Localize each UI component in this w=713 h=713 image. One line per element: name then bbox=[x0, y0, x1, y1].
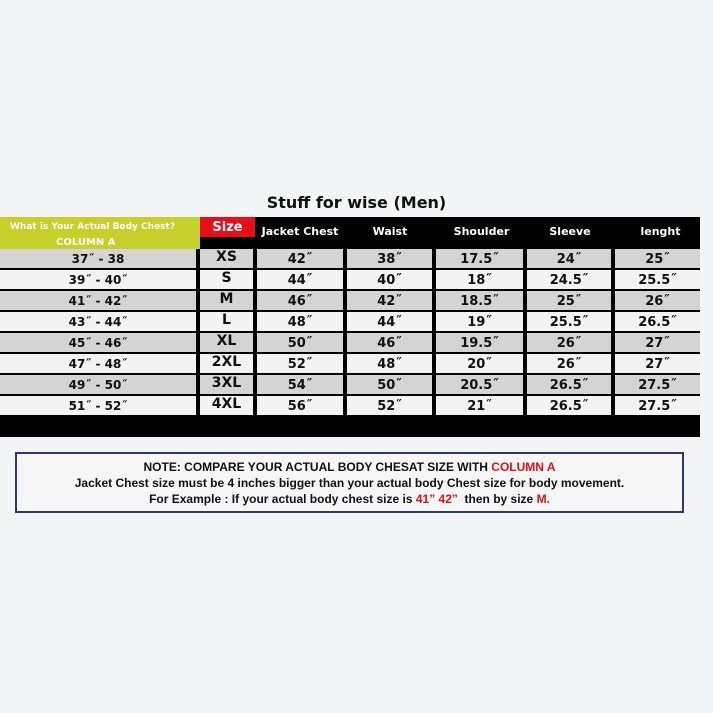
waist-cell: 48˝ bbox=[347, 354, 432, 373]
length-cell: 27˝ bbox=[615, 333, 700, 352]
waist-header: Waist bbox=[372, 225, 408, 238]
shoulder-cell: 20.5˝ bbox=[436, 375, 523, 394]
length-header: lenght bbox=[640, 225, 681, 238]
chest-cell: 39˝ - 40˝ bbox=[0, 270, 196, 289]
sleeve-cell: 25.5˝ bbox=[527, 312, 611, 331]
chart-title: Stuff for wise (Men) bbox=[266, 193, 447, 212]
chest-cell: 47˝ - 48˝ bbox=[0, 354, 196, 373]
shoulder-header: Shoulder bbox=[453, 225, 510, 238]
size-cell: S bbox=[200, 270, 253, 289]
jacket-chest-cell: 44˝ bbox=[257, 270, 343, 289]
table-row bbox=[0, 291, 700, 310]
sleeve-header: Sleeve bbox=[549, 225, 591, 238]
length-cell: 27.5˝ bbox=[615, 396, 700, 415]
shoulder-cell: 19.5˝ bbox=[436, 333, 523, 352]
sleeve-cell: 24.5˝ bbox=[527, 270, 611, 289]
shoulder-cell: 18.5˝ bbox=[436, 291, 523, 310]
jacket-chest-cell: 48˝ bbox=[257, 312, 343, 331]
chest-cell: 43˝ - 44˝ bbox=[0, 312, 196, 331]
note-line-3 bbox=[17, 491, 682, 507]
length-cell: 26˝ bbox=[615, 291, 700, 310]
waist-cell: 40˝ bbox=[347, 270, 432, 289]
waist-cell: 46˝ bbox=[347, 333, 432, 352]
length-cell: 25˝ bbox=[615, 249, 700, 268]
sleeve-cell: 26.5˝ bbox=[527, 375, 611, 394]
note-line-1-text: NOTE: COMPARE YOUR ACTUAL BODY CHESAT SIZE WITH bbox=[143, 460, 492, 474]
sleeve-cell: 26˝ bbox=[527, 354, 611, 373]
size-cell: XS bbox=[200, 249, 253, 268]
shoulder-cell: 18˝ bbox=[436, 270, 523, 289]
length-cell: 26.5˝ bbox=[615, 312, 700, 331]
waist-cell: 44˝ bbox=[347, 312, 432, 331]
column-a-label-header: COLUMN A bbox=[0, 237, 200, 249]
chest-cell: 45˝ - 46˝ bbox=[0, 333, 196, 352]
jacket-chest-cell: 42˝ bbox=[257, 249, 343, 268]
note-example-size: M. bbox=[536, 492, 550, 506]
chest-cell: 51˝ - 52˝ bbox=[0, 396, 196, 415]
chest-cell: 41˝ - 42˝ bbox=[0, 291, 196, 310]
waist-cell: 38˝ bbox=[347, 249, 432, 268]
column-a-question-header: What is Your Actual Body Chest? bbox=[0, 217, 200, 237]
note-line-1 bbox=[17, 459, 682, 475]
shoulder-cell: 17.5˝ bbox=[436, 249, 523, 268]
sizing-note-box bbox=[15, 452, 684, 513]
chest-cell: 37˝ - 38 bbox=[0, 249, 196, 268]
note-column-a-highlight: COLUMN A bbox=[491, 460, 556, 474]
sleeve-cell: 26.5˝ bbox=[527, 396, 611, 415]
size-cell: M bbox=[200, 291, 253, 310]
jacket-chest-cell: 54˝ bbox=[257, 375, 343, 394]
note-example-chest: 41” 42” bbox=[415, 492, 458, 506]
waist-cell: 50˝ bbox=[347, 375, 432, 394]
sleeve-cell: 26˝ bbox=[527, 333, 611, 352]
jacket-chest-cell: 46˝ bbox=[257, 291, 343, 310]
sleeve-cell: 24˝ bbox=[527, 249, 611, 268]
table-row bbox=[0, 270, 700, 289]
size-cell: 3XL bbox=[200, 375, 253, 394]
sleeve-cell: 25˝ bbox=[527, 291, 611, 310]
chest-cell: 49˝ - 50˝ bbox=[0, 375, 196, 394]
note-line-2: Jacket Chest size must be 4 inches bigger than your actual body Chest size for body movement. bbox=[74, 476, 625, 490]
note-line-3-middle: then by size bbox=[457, 492, 537, 506]
shoulder-cell: 21˝ bbox=[436, 396, 523, 415]
table-row bbox=[0, 249, 700, 268]
table-row bbox=[0, 333, 700, 352]
size-cell: L bbox=[200, 312, 253, 331]
size-cell: XL bbox=[200, 333, 253, 352]
table-row bbox=[0, 354, 700, 373]
table-row bbox=[0, 312, 700, 331]
jacket-chest-cell: 56˝ bbox=[257, 396, 343, 415]
note-line-3-text: For Example : If your actual body chest size is bbox=[149, 492, 416, 506]
size-cell: 2XL bbox=[200, 354, 253, 373]
shoulder-cell: 20˝ bbox=[436, 354, 523, 373]
size-header: Size bbox=[200, 217, 255, 237]
table-row bbox=[0, 375, 700, 394]
length-cell: 27.5˝ bbox=[615, 375, 700, 394]
length-cell: 27˝ bbox=[615, 354, 700, 373]
jacket-chest-cell: 50˝ bbox=[257, 333, 343, 352]
jacket-chest-header: Jacket Chest bbox=[261, 225, 339, 238]
waist-cell: 42˝ bbox=[347, 291, 432, 310]
shoulder-cell: 19˝ bbox=[436, 312, 523, 331]
jacket-chest-cell: 52˝ bbox=[257, 354, 343, 373]
table-row bbox=[0, 396, 700, 415]
waist-cell: 52˝ bbox=[347, 396, 432, 415]
size-cell: 4XL bbox=[200, 396, 253, 415]
length-cell: 25.5˝ bbox=[615, 270, 700, 289]
